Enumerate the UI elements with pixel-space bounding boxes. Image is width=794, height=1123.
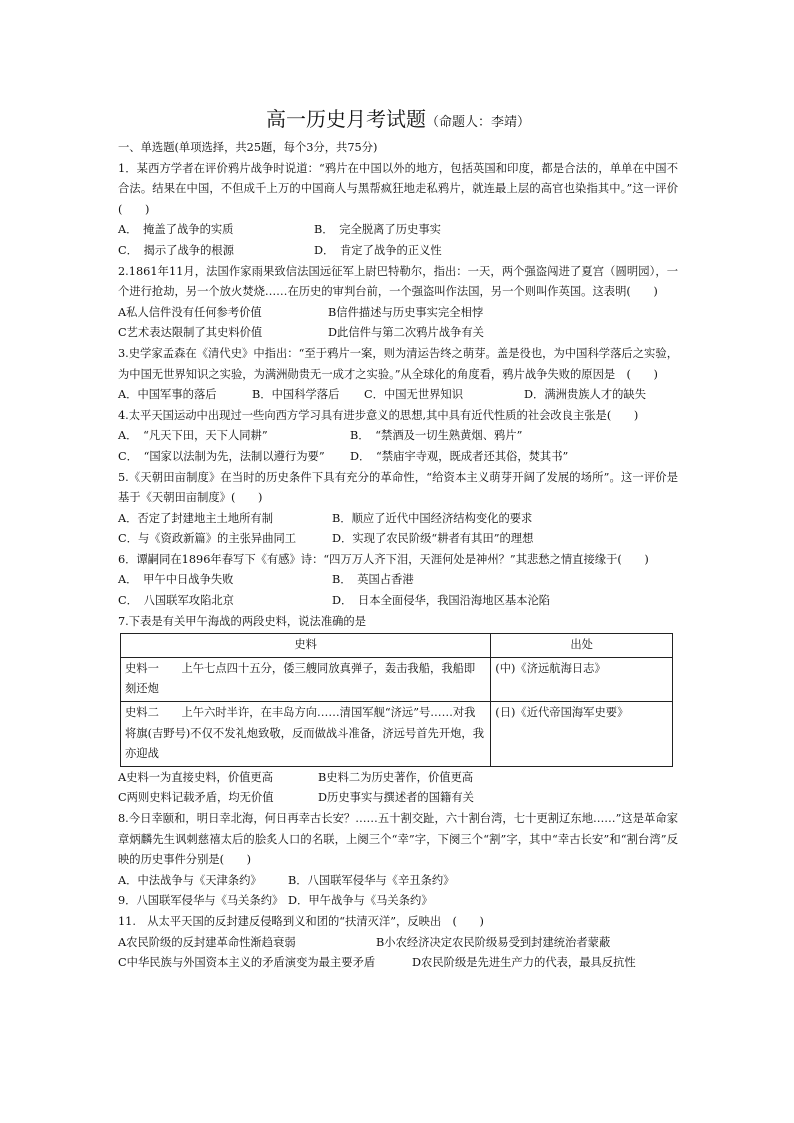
option-d: D． “禁庙宇寺观，既成者还其俗，焚其书”: [350, 449, 569, 463]
exam-page: [118, 106, 678, 974]
option-b: B信件描述与历史事实完全相悖: [328, 305, 484, 319]
question-8-options-cd: [118, 891, 678, 912]
question-4-options-cd: [118, 447, 678, 468]
option-a: A． 甲午中日战争失败: [118, 573, 234, 587]
option-a: A． “凡天下田，天下人同耕”: [118, 429, 268, 443]
table-header-origin: 出处: [491, 634, 673, 658]
question-1-options-ab: [118, 220, 678, 241]
question-4-stem: 4.太平天国运动中出现过一些向西方学习具有进步意义的思想,其中具有近代性质的社会改良主张是( ): [118, 408, 639, 422]
option-b: B．八国联军侵华与《辛丑条约》: [288, 873, 455, 887]
option-c: C两则史料记载矛盾，均无价值: [118, 791, 274, 805]
question-5-options-ab: [118, 509, 678, 530]
question-1-stem: 1．某西方学者在评价鸦片战争时说道：“鸦片在中国以外的地方，包括英国和印度，都是合法的，单单在中国不合法。结果在中国，不但成千上万的中国商人与黑帮疯狂地走私鸦片，就连最上层的高官也染指其中。”这一评价( ): [118, 161, 678, 216]
question-1-options-cd: [118, 241, 678, 262]
option-a: A．中法战争与《天津条约》: [118, 873, 262, 887]
question-2-options-cd: [118, 323, 678, 344]
question-8-stem: 8.今日幸颐和，明日幸北海，何日再幸古长安？……五十割交趾，六十割台湾，七十更割辽东地……”这是革命家章炳麟先生讽刺慈禧太后的脍炙人口的名联，上阕三个“幸”字，下阕三个“割”字，其中“幸古长安”和“割台湾”反映的历史事件分别是( ): [118, 812, 678, 867]
author-note: （命题人：李靖）: [425, 115, 530, 130]
option-c: C． “国家以法制为先，法制以遵行为要”: [118, 449, 325, 463]
question-2-options-ab: [118, 303, 678, 324]
table-header-row: [121, 634, 673, 658]
option-c: C．中国无世界知识: [364, 388, 464, 402]
option-b: B史料二为历史著作，价值更高: [318, 770, 474, 784]
table-cell-source-1: 史料一 上午七点四十五分，倭三艘同放真弹子，轰击我船，我船即刻还炮: [121, 657, 491, 701]
option-d: D． 肯定了战争的正义性: [314, 243, 442, 257]
question-7-stem: 7.下表是有关甲午海战的两段史料，说法准确的是: [118, 614, 367, 628]
option-c: C．与《资政新篇》的主张异曲同工: [118, 532, 297, 546]
option-d: D．甲午战争与《马关条约》: [288, 894, 433, 908]
option-a: A史料一为直接史料，价值更高: [118, 770, 274, 784]
table-row: [121, 657, 673, 701]
option-a: A．否定了封建地主土地所有制: [118, 511, 274, 525]
question-7-options-ab: [118, 768, 678, 789]
option-b: B．顺应了近代中国经济结构变化的要求: [332, 511, 533, 525]
question-2-stem: 2.1861年11月，法国作家雨果致信法国远征军上尉巴特勒尔，指出：一天，两个强盗闯进了夏宫（圆明园），一个进行抢劫，另一个放火焚烧……在历史的审判台前，一个强盗叫作法国，另一个则叫作英国。这表明( ): [118, 264, 678, 299]
question-6-options-ab: [118, 570, 678, 591]
table-header-source: 史料: [121, 634, 491, 658]
source-table: [120, 633, 673, 767]
question-11-stem: 11. 从太平天国的反封建反侵略到义和团的“扶清灭洋”，反映出 ( ): [118, 914, 484, 928]
question-11-options-ab: [118, 933, 678, 954]
option-c: C中华民族与外国资本主义的矛盾演变为最主要矛盾: [118, 956, 376, 970]
question-8-options-ab: [118, 871, 678, 892]
option-a: A私人信件没有任何参考价值: [118, 305, 262, 319]
option-d: D此信件与第二次鸦片战争有关: [328, 326, 484, 340]
title-text: 高一历史月考试题: [265, 107, 426, 131]
option-c: C． 八国联军攻陷北京: [118, 594, 234, 608]
table-cell-source-2: 史料二 上午六时半许，在丰岛方向……清国军舰“济远”号……对我将旗(吉野号)不仅不发礼炮致敬，反而做战斗准备，济远号首先开炮，我亦迎战: [121, 702, 491, 767]
exam-title: [118, 106, 678, 136]
option-b: B．中国科学落后: [252, 388, 340, 402]
option-c: C艺术表达限制了其史料价值: [118, 326, 263, 340]
option-b: B． 英国占香港: [332, 573, 414, 587]
question-7-options-cd: [118, 788, 678, 809]
table-cell-origin-2: (日)《近代帝国海军史要》: [491, 702, 673, 767]
question-5-stem: 5.《天朝田亩制度》在当时的历史条件下具有充分的革命性，“给资本主义萌芽开阔了发展的场所”。这一评价是基于《天朝田亩制度》( ): [118, 470, 678, 505]
question-11-options-cd: [118, 953, 678, 974]
option-a: A农民阶级的反封建革命性渐趋衰弱: [118, 935, 296, 949]
option-a: A． 掩盖了战争的实质: [118, 223, 234, 237]
question-6-options-cd: [118, 591, 678, 612]
question-6-stem: 6．谭嗣同在1896年春写下《有感》诗：“四万万人齐下泪，天涯何处是神州？”其悲愁之情直接缘于( ): [118, 552, 649, 566]
option-b: B． “禁酒及一切生熟黄烟、鸦片”: [350, 429, 523, 443]
option-a: A．中国军事的落后: [118, 388, 217, 402]
option-c: 9．八国联军侵华与《马关条约》: [118, 894, 284, 908]
option-d: D．满洲贵族人才的缺失: [524, 388, 647, 402]
option-b: B． 完全脱离了历史事实: [314, 223, 441, 237]
section-heading: 一、单选题(单项选择，共25题，每个3分，共75分): [118, 141, 378, 154]
option-d: D．实现了农民阶级“耕者有其田”的理想: [332, 532, 534, 546]
table-cell-origin-1: (中)《济远航海日志》: [491, 657, 673, 701]
question-3-options: [118, 385, 678, 406]
option-c: C． 揭示了战争的根源: [118, 243, 234, 257]
question-5-options-cd: [118, 529, 678, 550]
option-d: D农民阶级是先进生产力的代表，最具反抗性: [412, 956, 636, 970]
question-3-stem: 3.史学家孟森在《清代史》中指出：“至于鸦片一案，则为清运告终之萌芽。盖是役也，为中国科学落后之实验，为中国无世界知识之实验，为满洲勋贵无一成才之实验。”从全球化的角度看，鸦片战争失败的原因是 ( ): [118, 346, 678, 381]
option-d: D历史事实与撰述者的国籍有关: [318, 791, 474, 805]
table-row: [121, 702, 673, 767]
option-d: D． 日本全面侵华，我国沿海地区基本沦陷: [332, 594, 551, 608]
question-4-options-ab: [118, 426, 678, 447]
option-b: B小农经济决定农民阶级易受到封建统治者蒙蔽: [376, 935, 611, 949]
